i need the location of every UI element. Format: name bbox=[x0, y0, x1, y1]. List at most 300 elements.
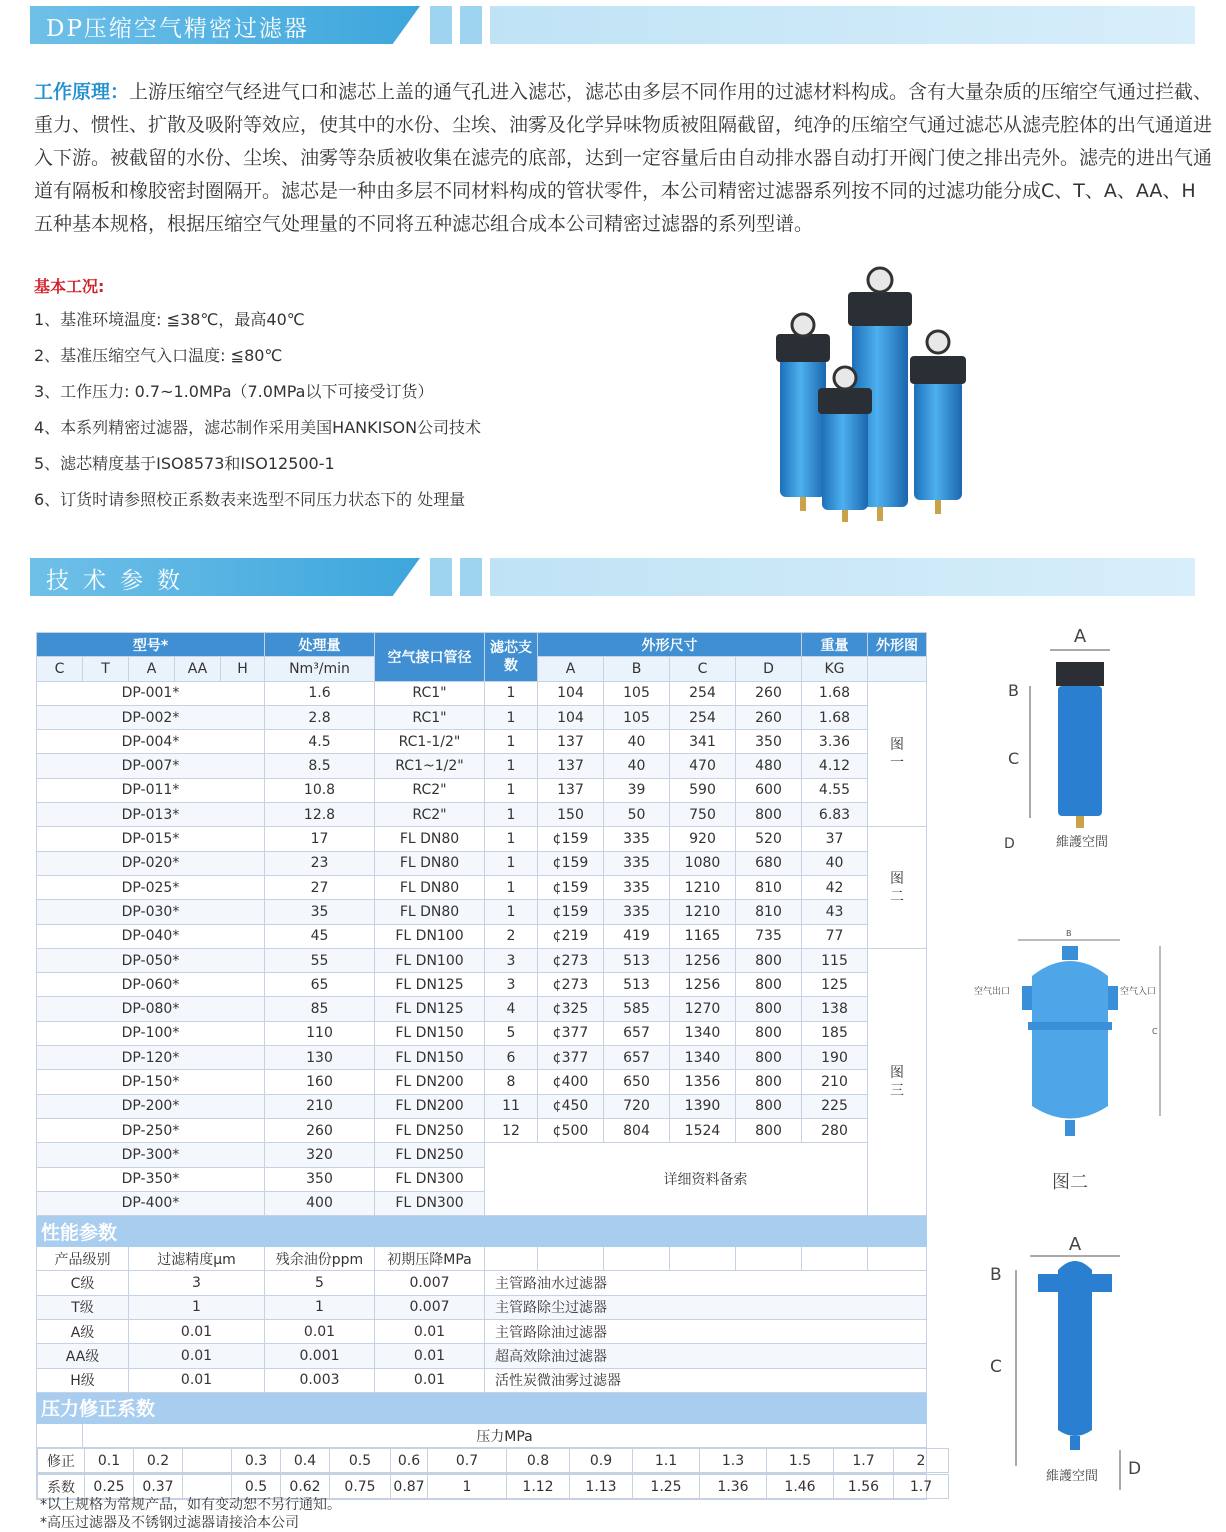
dim-c: C bbox=[670, 657, 736, 681]
value-cell: ¢159 bbox=[538, 851, 604, 875]
value-cell: 800 bbox=[736, 803, 802, 827]
value-cell: 1524 bbox=[670, 1118, 736, 1142]
outlet-flange bbox=[1038, 1274, 1058, 1292]
intro-paragraph bbox=[34, 76, 1214, 241]
value-cell: FL DN300 bbox=[375, 1191, 485, 1215]
model-row bbox=[37, 924, 927, 948]
value-cell: FL DN80 bbox=[375, 827, 485, 851]
performance-row bbox=[37, 1320, 927, 1344]
condition-item: 1、基准环境温度: ≦38℃，最高40℃ bbox=[34, 310, 305, 329]
header-cores: 滤芯支数 bbox=[485, 633, 538, 682]
value-cell: 6.83 bbox=[802, 803, 868, 827]
pressure-label: 修正 bbox=[38, 1449, 85, 1473]
perf-header: 初期压降MPa bbox=[375, 1247, 485, 1271]
section-row bbox=[37, 1216, 927, 1247]
value-cell: 115 bbox=[802, 948, 868, 972]
value-cell: 804 bbox=[604, 1118, 670, 1142]
value-cell: 280 bbox=[802, 1118, 868, 1142]
pressure-cell: 0.6 bbox=[391, 1449, 428, 1473]
condition-item: 5、滤芯精度基于ISO8573和ISO12500-1 bbox=[34, 454, 335, 473]
value-cell: 1080 bbox=[670, 851, 736, 875]
fig-caption: 图二 bbox=[1052, 1172, 1088, 1193]
value-cell: 400 bbox=[265, 1191, 375, 1215]
grade-t: T bbox=[83, 657, 129, 681]
pressure-cell: 1.56 bbox=[834, 1475, 894, 1499]
value-cell: 39 bbox=[604, 778, 670, 802]
description-cell: 活性炭微油雾过滤器 bbox=[485, 1368, 927, 1392]
value-cell: 3 bbox=[129, 1271, 265, 1295]
grade-h: H bbox=[221, 657, 265, 681]
value-cell: 43 bbox=[802, 900, 868, 924]
fig-ref-cell: 图二 bbox=[868, 827, 927, 948]
pressure-cell: 1.13 bbox=[570, 1475, 633, 1499]
value-cell: 513 bbox=[604, 948, 670, 972]
model-row bbox=[37, 681, 927, 705]
value-cell: 800 bbox=[736, 1118, 802, 1142]
pressure-cell: 1.12 bbox=[507, 1475, 570, 1499]
diagram-fig2 bbox=[970, 926, 1170, 1196]
model-row bbox=[37, 1021, 927, 1045]
value-cell: ¢273 bbox=[538, 948, 604, 972]
value-cell: 720 bbox=[604, 1094, 670, 1118]
value-cell: FL DN80 bbox=[375, 875, 485, 899]
model-cell: DP-025* bbox=[37, 875, 265, 899]
value-cell: 260 bbox=[736, 705, 802, 729]
value-cell: 5 bbox=[265, 1271, 375, 1295]
value-cell: 1 bbox=[485, 803, 538, 827]
pressure-title: 压力修正系数 bbox=[37, 1392, 927, 1423]
pressure-cell: 0.75 bbox=[330, 1475, 391, 1499]
value-cell: RC2" bbox=[375, 778, 485, 802]
value-cell: 335 bbox=[604, 851, 670, 875]
pressure-cell: 1.5 bbox=[767, 1449, 834, 1473]
banner-stripe bbox=[460, 558, 482, 596]
performance-header-row bbox=[37, 1247, 927, 1271]
value-cell: 1165 bbox=[670, 924, 736, 948]
value-cell: FL DN200 bbox=[375, 1070, 485, 1094]
value-cell: 0.01 bbox=[265, 1320, 375, 1344]
model-cell: DP-300* bbox=[37, 1143, 265, 1167]
model-row bbox=[37, 948, 927, 972]
value-cell: RC1-1/2" bbox=[375, 730, 485, 754]
value-cell: FL DN150 bbox=[375, 1046, 485, 1070]
pressure-cell: 1.7 bbox=[834, 1449, 894, 1473]
value-cell: 3 bbox=[485, 948, 538, 972]
value-cell: ¢159 bbox=[538, 875, 604, 899]
inlet-label: 空气入口 bbox=[1120, 987, 1157, 997]
value-cell: 1210 bbox=[670, 875, 736, 899]
value-cell: 260 bbox=[736, 681, 802, 705]
value-cell: 1.68 bbox=[802, 705, 868, 729]
model-cell: DP-001* bbox=[37, 681, 265, 705]
value-cell: 800 bbox=[736, 948, 802, 972]
banner-stripe bbox=[430, 558, 452, 596]
banner-title: DP压缩空气精密过滤器 bbox=[46, 16, 309, 42]
drain bbox=[1065, 1120, 1075, 1136]
value-cell: 8 bbox=[485, 1070, 538, 1094]
footnote: *以上规格为常规产品，如有变动恕不另行通知。 bbox=[40, 1497, 341, 1513]
value-cell: 105 bbox=[604, 681, 670, 705]
value-cell: 0.01 bbox=[375, 1368, 485, 1392]
value-cell: 3.36 bbox=[802, 730, 868, 754]
fig-blank bbox=[868, 657, 927, 681]
value-cell: 1 bbox=[485, 730, 538, 754]
value-cell: ¢159 bbox=[538, 900, 604, 924]
maintenance-space-label: 維護空間 bbox=[1046, 1469, 1099, 1484]
model-row bbox=[37, 730, 927, 754]
value-cell: 40 bbox=[802, 851, 868, 875]
value-cell: 810 bbox=[736, 875, 802, 899]
value-cell: 45 bbox=[265, 924, 375, 948]
value-cell: 590 bbox=[670, 778, 736, 802]
dim-label-c: C bbox=[990, 1357, 1002, 1377]
model-cell: DP-080* bbox=[37, 997, 265, 1021]
model-row bbox=[37, 754, 927, 778]
model-row bbox=[37, 1143, 927, 1167]
conditions-list bbox=[34, 306, 481, 522]
value-cell: 1390 bbox=[670, 1094, 736, 1118]
header-flow: 处理量 bbox=[265, 633, 375, 657]
pressure-cell: 0.7 bbox=[428, 1449, 507, 1473]
pressure-cell: 0.3 bbox=[232, 1449, 281, 1473]
value-cell: 810 bbox=[736, 900, 802, 924]
value-cell: 12 bbox=[485, 1118, 538, 1142]
pressure-cell: 1.25 bbox=[633, 1475, 700, 1499]
value-cell: 35 bbox=[265, 900, 375, 924]
model-row bbox=[37, 778, 927, 802]
value-cell: 23 bbox=[265, 851, 375, 875]
pressure-cell: 0.37 bbox=[134, 1475, 183, 1499]
filter-unit bbox=[818, 367, 872, 522]
value-cell: 0.003 bbox=[265, 1368, 375, 1392]
banner-title: 技术参数 bbox=[46, 568, 194, 594]
value-cell: 0.007 bbox=[375, 1271, 485, 1295]
unit-weight: KG bbox=[802, 657, 868, 681]
dim-label-a: A bbox=[1073, 626, 1087, 647]
value-cell: FL DN300 bbox=[375, 1167, 485, 1191]
perf-header: 残余油份ppm bbox=[265, 1247, 375, 1271]
diagram-fig1 bbox=[1000, 626, 1160, 856]
value-cell: 210 bbox=[802, 1070, 868, 1094]
value-cell: 513 bbox=[604, 973, 670, 997]
maintenance-space-label: 維護空間 bbox=[1056, 835, 1109, 850]
header-fig: 外形图 bbox=[868, 633, 927, 657]
value-cell: 480 bbox=[736, 754, 802, 778]
value-cell: 254 bbox=[670, 681, 736, 705]
value-cell: 77 bbox=[802, 924, 868, 948]
blank-cell bbox=[736, 1247, 802, 1271]
model-cell: DP-030* bbox=[37, 900, 265, 924]
pressure-cell: 0.5 bbox=[232, 1475, 281, 1499]
filter-head bbox=[1056, 662, 1104, 686]
value-cell: FL DN150 bbox=[375, 1021, 485, 1045]
value-cell: RC1" bbox=[375, 681, 485, 705]
value-cell: 138 bbox=[802, 997, 868, 1021]
inlet-flange bbox=[1108, 986, 1118, 1010]
value-cell: 1210 bbox=[670, 900, 736, 924]
value-cell: 1 bbox=[485, 681, 538, 705]
value-cell: 800 bbox=[736, 1094, 802, 1118]
pressure-cell: 1.1 bbox=[633, 1449, 700, 1473]
value-cell: 104 bbox=[538, 681, 604, 705]
value-cell: ¢500 bbox=[538, 1118, 604, 1142]
value-cell: ¢450 bbox=[538, 1094, 604, 1118]
fig-ref-cell: 图三 bbox=[868, 948, 927, 1215]
dim-label-c: C bbox=[1152, 1027, 1158, 1036]
dim-label-b: B bbox=[1008, 681, 1019, 700]
blank-cell bbox=[670, 1247, 736, 1271]
value-cell: 160 bbox=[265, 1070, 375, 1094]
value-cell: 750 bbox=[670, 803, 736, 827]
condition-item: 4、本系列精密过滤器，滤芯制作采用美国HANKISON公司技术 bbox=[34, 418, 482, 437]
value-cell: 110 bbox=[265, 1021, 375, 1045]
section-banner bbox=[30, 558, 1195, 596]
top-port bbox=[1062, 946, 1078, 960]
value-cell: 125 bbox=[802, 973, 868, 997]
value-cell: 657 bbox=[604, 1021, 670, 1045]
pressure-cell: 0.9 bbox=[570, 1449, 633, 1473]
model-cell: DP-011* bbox=[37, 778, 265, 802]
value-cell: 210 bbox=[265, 1094, 375, 1118]
model-cell: DP-020* bbox=[37, 851, 265, 875]
value-cell: 2 bbox=[485, 924, 538, 948]
value-cell: FL DN125 bbox=[375, 997, 485, 1021]
product-photo bbox=[760, 262, 1000, 542]
value-cell: 150 bbox=[538, 803, 604, 827]
value-cell: 1 bbox=[129, 1295, 265, 1319]
value-cell: 27 bbox=[265, 875, 375, 899]
model-row bbox=[37, 1070, 927, 1094]
vessel-body bbox=[1032, 961, 1108, 1119]
model-cell: DP-007* bbox=[37, 754, 265, 778]
value-cell: 185 bbox=[802, 1021, 868, 1045]
value-cell: 11 bbox=[485, 1094, 538, 1118]
value-cell: 12.8 bbox=[265, 803, 375, 827]
value-cell: 1 bbox=[485, 875, 538, 899]
model-cell: DP-015* bbox=[37, 827, 265, 851]
value-cell: 37 bbox=[802, 827, 868, 851]
pressure-cell: 1.36 bbox=[700, 1475, 767, 1499]
value-cell: 0.001 bbox=[265, 1344, 375, 1368]
model-row bbox=[37, 851, 927, 875]
vessel-body bbox=[1058, 1261, 1092, 1436]
model-cell: DP-002* bbox=[37, 705, 265, 729]
blank-cell bbox=[868, 1247, 927, 1271]
value-cell: 190 bbox=[802, 1046, 868, 1070]
inlet-flange bbox=[1092, 1274, 1112, 1292]
value-cell: 800 bbox=[736, 1021, 802, 1045]
blank-cell bbox=[604, 1247, 670, 1271]
dim-d: D bbox=[736, 657, 802, 681]
model-row bbox=[37, 1046, 927, 1070]
value-cell: 1.6 bbox=[265, 681, 375, 705]
model-row bbox=[37, 997, 927, 1021]
value-cell: 4.55 bbox=[802, 778, 868, 802]
value-cell: 520 bbox=[736, 827, 802, 851]
pressure-cell: 1.3 bbox=[700, 1449, 767, 1473]
model-cell: DP-400* bbox=[37, 1191, 265, 1215]
performance-title: 性能参数 bbox=[37, 1216, 927, 1247]
grade-c: C bbox=[37, 657, 83, 681]
grade-cell: T级 bbox=[37, 1295, 129, 1319]
model-cell: DP-350* bbox=[37, 1167, 265, 1191]
grade-a: A bbox=[129, 657, 175, 681]
drain bbox=[1070, 1436, 1080, 1450]
model-row bbox=[37, 705, 927, 729]
section-row bbox=[37, 1392, 927, 1423]
dim-b: B bbox=[604, 657, 670, 681]
value-cell: 800 bbox=[736, 1070, 802, 1094]
pressure-label: 系数 bbox=[38, 1475, 85, 1499]
value-cell: FL DN100 bbox=[375, 924, 485, 948]
performance-row bbox=[37, 1344, 927, 1368]
pressure-cell: 0.25 bbox=[85, 1475, 134, 1499]
value-cell: ¢400 bbox=[538, 1070, 604, 1094]
body-flange bbox=[1028, 1022, 1112, 1030]
value-cell: 4 bbox=[485, 997, 538, 1021]
value-cell: 1340 bbox=[670, 1021, 736, 1045]
pressure-cell: 0.1 bbox=[85, 1449, 134, 1473]
value-cell: 1356 bbox=[670, 1070, 736, 1094]
value-cell: 1 bbox=[485, 705, 538, 729]
value-cell: 6 bbox=[485, 1046, 538, 1070]
value-cell: 1 bbox=[485, 851, 538, 875]
value-cell: 40 bbox=[604, 754, 670, 778]
value-cell: FL DN250 bbox=[375, 1118, 485, 1142]
value-cell: 1 bbox=[485, 778, 538, 802]
condition-item: 6、订货时请参照校正系数表来选型不同压力状态下的 处理量 bbox=[34, 490, 466, 509]
value-cell: 657 bbox=[604, 1046, 670, 1070]
value-cell: ¢159 bbox=[538, 827, 604, 851]
description-cell: 主管路除尘过滤器 bbox=[485, 1295, 927, 1319]
dim-label-a: A bbox=[1068, 1234, 1082, 1255]
dim-a: A bbox=[538, 657, 604, 681]
blank-cell bbox=[802, 1247, 868, 1271]
value-cell: 260 bbox=[265, 1118, 375, 1142]
model-cell: DP-120* bbox=[37, 1046, 265, 1070]
value-cell: 800 bbox=[736, 973, 802, 997]
dim-label-b: B bbox=[1066, 929, 1072, 938]
diagram-fig3 bbox=[980, 1230, 1160, 1500]
value-cell: 1256 bbox=[670, 948, 736, 972]
outlet-label: 空气出口 bbox=[974, 987, 1011, 997]
value-cell: 335 bbox=[604, 875, 670, 899]
value-cell: 3 bbox=[485, 973, 538, 997]
model-cell: DP-060* bbox=[37, 973, 265, 997]
header-model: 型号* bbox=[37, 633, 265, 657]
model-cell: DP-040* bbox=[37, 924, 265, 948]
value-cell: 800 bbox=[736, 1046, 802, 1070]
perf-header: 过滤精度μm bbox=[129, 1247, 265, 1271]
header-dims: 外形尺寸 bbox=[538, 633, 802, 657]
value-cell: 735 bbox=[736, 924, 802, 948]
value-cell: 680 bbox=[736, 851, 802, 875]
performance-row bbox=[37, 1295, 927, 1319]
grade-cell: C级 bbox=[37, 1271, 129, 1295]
model-row bbox=[37, 900, 927, 924]
model-cell: DP-150* bbox=[37, 1070, 265, 1094]
model-row bbox=[37, 973, 927, 997]
value-cell: 350 bbox=[265, 1167, 375, 1191]
value-cell: 8.5 bbox=[265, 754, 375, 778]
value-cell: 17 bbox=[265, 827, 375, 851]
value-cell: 137 bbox=[538, 754, 604, 778]
model-row bbox=[37, 1094, 927, 1118]
value-cell: 130 bbox=[265, 1046, 375, 1070]
description-cell: 主管路除油过滤器 bbox=[485, 1320, 927, 1344]
value-cell: ¢273 bbox=[538, 973, 604, 997]
filter-body bbox=[1058, 686, 1102, 816]
detail-note-cell: 详细资料备索 bbox=[485, 1143, 927, 1216]
pressure-cell: 0.62 bbox=[281, 1475, 330, 1499]
value-cell: 350 bbox=[736, 730, 802, 754]
value-cell: 800 bbox=[736, 997, 802, 1021]
grade-cell: H级 bbox=[37, 1368, 129, 1392]
grade-cell: AA级 bbox=[37, 1344, 129, 1368]
pressure-cell: 0.8 bbox=[507, 1449, 570, 1473]
value-cell: FL DN250 bbox=[375, 1143, 485, 1167]
value-cell: FL DN80 bbox=[375, 900, 485, 924]
value-cell: 5 bbox=[485, 1021, 538, 1045]
performance-row bbox=[37, 1271, 927, 1295]
pressure-cell: 0.4 bbox=[281, 1449, 330, 1473]
value-cell: ¢219 bbox=[538, 924, 604, 948]
value-cell: 55 bbox=[265, 948, 375, 972]
value-cell: 4.5 bbox=[265, 730, 375, 754]
title-banner bbox=[30, 6, 1195, 44]
value-cell: 1270 bbox=[670, 997, 736, 1021]
header-row bbox=[37, 633, 927, 657]
model-cell: DP-050* bbox=[37, 948, 265, 972]
value-cell: 65 bbox=[265, 973, 375, 997]
value-cell: 335 bbox=[604, 827, 670, 851]
header-port: 空气接口管径 bbox=[375, 633, 485, 682]
value-cell: 650 bbox=[604, 1070, 670, 1094]
model-cell: DP-200* bbox=[37, 1094, 265, 1118]
pressure-cell: 0.5 bbox=[330, 1449, 391, 1473]
pressure-cell: 0.87 bbox=[391, 1475, 428, 1499]
pressure-cell: 1.7 bbox=[894, 1475, 949, 1499]
model-row bbox=[37, 875, 927, 899]
value-cell: 85 bbox=[265, 997, 375, 1021]
model-cell: DP-013* bbox=[37, 803, 265, 827]
blank-cell bbox=[37, 1423, 83, 1447]
conditions-title: 基本工况: bbox=[34, 277, 105, 296]
pressure-header: 压力MPa bbox=[83, 1423, 927, 1447]
value-cell: 0.01 bbox=[375, 1320, 485, 1344]
description-cell: 超高效除油过滤器 bbox=[485, 1344, 927, 1368]
value-cell: 137 bbox=[538, 730, 604, 754]
value-cell: 1340 bbox=[670, 1046, 736, 1070]
pressure-cell bbox=[183, 1449, 232, 1473]
value-cell: 0.01 bbox=[129, 1368, 265, 1392]
blank-cell bbox=[485, 1247, 538, 1271]
value-cell: 335 bbox=[604, 900, 670, 924]
performance-row bbox=[37, 1368, 927, 1392]
value-cell: 225 bbox=[802, 1094, 868, 1118]
value-cell: 320 bbox=[265, 1143, 375, 1167]
intro-text: 上游压缩空气经进气口和滤芯上盖的通气孔进入滤芯，滤芯由多层不同作用的过滤材料构成。含有大量杂质的压缩空气通过拦截、重力、惯性、扩散及吸附等效应，使其中的水份、尘埃、油雾及化学异味物质被阻隔截留，纯净的压缩空气通过滤芯从滤壳腔体的出气通道进入下游。被截留的水份、尘埃、油雾等杂质被收集在滤壳的底部，达到一定容量后由自动排水器自动打开阀门使之排出壳外。滤壳的进出气通道有隔板和橡胶密封圈隔开。滤芯是一种由多层不同材料构成的管状零件，本公司精密过滤器系列按不同的过滤功能分成C、T、A、AA、H五种基本规格，根据压缩空气处理量的不同将五种滤芯组合成本公司精密过滤器的系列型谱。 bbox=[34, 81, 1213, 235]
header-weight: 重量 bbox=[802, 633, 868, 657]
value-cell: 105 bbox=[604, 705, 670, 729]
value-cell: 0.01 bbox=[129, 1320, 265, 1344]
model-row bbox=[37, 1118, 927, 1142]
filter-unit bbox=[910, 331, 966, 514]
value-cell: 1 bbox=[485, 900, 538, 924]
description-cell: 主管路油水过滤器 bbox=[485, 1271, 927, 1295]
pressure-cell: 0.2 bbox=[134, 1449, 183, 1473]
value-cell: 2.8 bbox=[265, 705, 375, 729]
